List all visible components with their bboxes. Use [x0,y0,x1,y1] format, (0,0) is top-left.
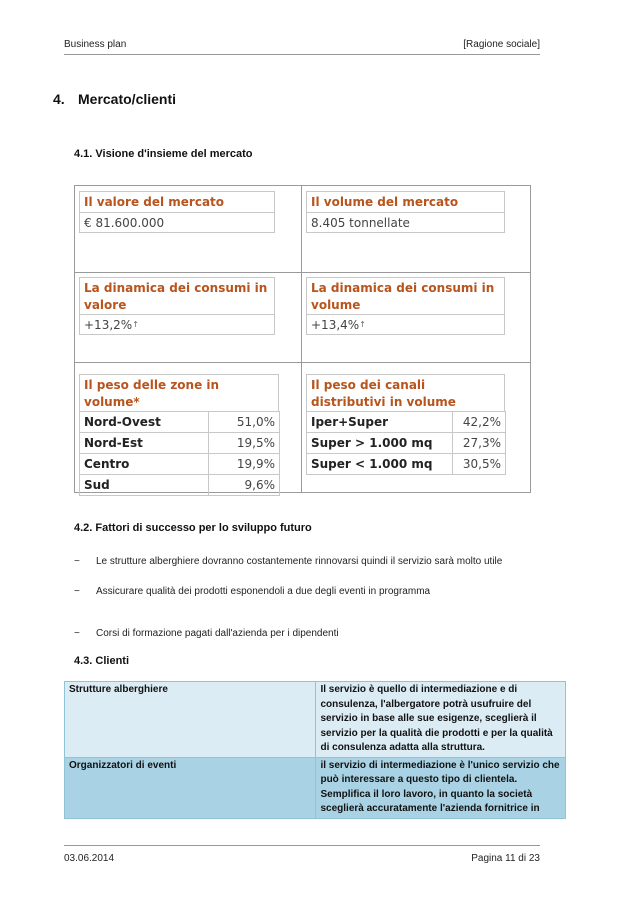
divider [301,186,302,492]
dynamics-value-text: +13,2% [84,318,133,332]
zone-value: 9,6% [209,475,280,496]
zone-name: Nord-Est [80,433,209,454]
list-item [74,556,502,567]
market-value: € 81.600.000 [79,212,275,233]
up-arrow-icon: ↑ [359,320,366,329]
page-number: Pagina 11 di 23 [471,853,540,864]
dash-icon: − [74,586,80,597]
up-arrow-icon: ↑ [132,320,139,329]
zone-value: 19,9% [209,454,280,475]
zone-name: Centro [80,454,209,475]
table-row [80,454,280,475]
channels-table [306,411,506,475]
dynamics-value-title: La dinamica dei consumi in valore [79,277,275,314]
zone-value: 19,5% [209,433,280,454]
table-row [65,757,566,818]
header-rule [64,54,540,55]
zones-table [79,411,280,496]
section-number: 4. [53,91,65,107]
channel-value: 42,2% [453,412,506,433]
market-value-title: Il valore del mercato [79,191,275,213]
header-title: Business plan [64,39,127,50]
clients-table [64,681,566,819]
client-description: il servizio di intermediazione è l'unico servizio che può interessare a questo tipo di clientela. Semplifica il loro lavoro, in quanto la società sceglierà accuratamente l'azienda fornitrice in [316,757,566,818]
dynamics-volume-text: +13,4% [311,318,360,332]
dash-icon: − [74,556,80,567]
subsection-title-success-factors: 4.2. Fattori di successo per lo sviluppo futuro [74,522,312,534]
footer-date: 03.06.2014 [64,853,115,864]
divider [75,362,530,363]
channel-value: 27,3% [453,433,506,454]
divider [75,272,530,273]
table-row [307,412,506,433]
bullet-text: Corsi di formazione pagati dall'azienda per i dipendenti [96,628,339,639]
table-row [307,433,506,454]
client-type: Strutture alberghiere [65,682,316,758]
channel-name: Super < 1.000 mq [307,454,453,475]
dash-icon: − [74,628,80,639]
list-item [74,628,339,639]
table-row [80,475,280,496]
channel-value: 30,5% [453,454,506,475]
zone-name: Sud [80,475,209,496]
subsection-title-market: 4.1. Visione d'insieme del mercato [74,148,253,160]
table-row [65,682,566,758]
market-volume-title: Il volume del mercato [306,191,505,213]
dynamics-volume [306,314,505,335]
market-overview-box [74,185,531,493]
header-company: [Ragione sociale] [463,39,540,50]
bullet-text: Le strutture alberghiere dovranno costantemente rinnovarsi quindi il servizio sarà molto utile [96,556,503,567]
client-type: Organizzatori di eventi [65,757,316,818]
client-description: Il servizio è quello di intermediazione e di consulenza, l'albergatore potrà usufruire del servizio in base alle sue esigenze, sceglierà il servizio per la qualità die prodotti e per la qualità di consulenza adatta alla struttura. [316,682,566,758]
table-row [80,433,280,454]
zone-name: Nord-Ovest [80,412,209,433]
table-row [80,412,280,433]
dynamics-value [79,314,275,335]
channels-title: Il peso dei canali distributivi in volume [306,374,505,411]
footer-rule [64,845,540,846]
list-item [74,586,430,597]
channel-name: Iper+Super [307,412,453,433]
section-title: Mercato/clienti [78,91,177,107]
subsection-title-clients: 4.3. Clienti [74,655,130,667]
bullet-text: Assicurare qualità dei prodotti esponendoli a due degli eventi in programma [96,586,431,597]
zone-value: 51,0% [209,412,280,433]
channel-name: Super > 1.000 mq [307,433,453,454]
dynamics-volume-title: La dinamica dei consumi in volume [306,277,505,314]
market-volume: 8.405 tonnellate [306,212,505,233]
zones-title: Il peso delle zone in volume* [79,374,279,411]
table-row [307,454,506,475]
